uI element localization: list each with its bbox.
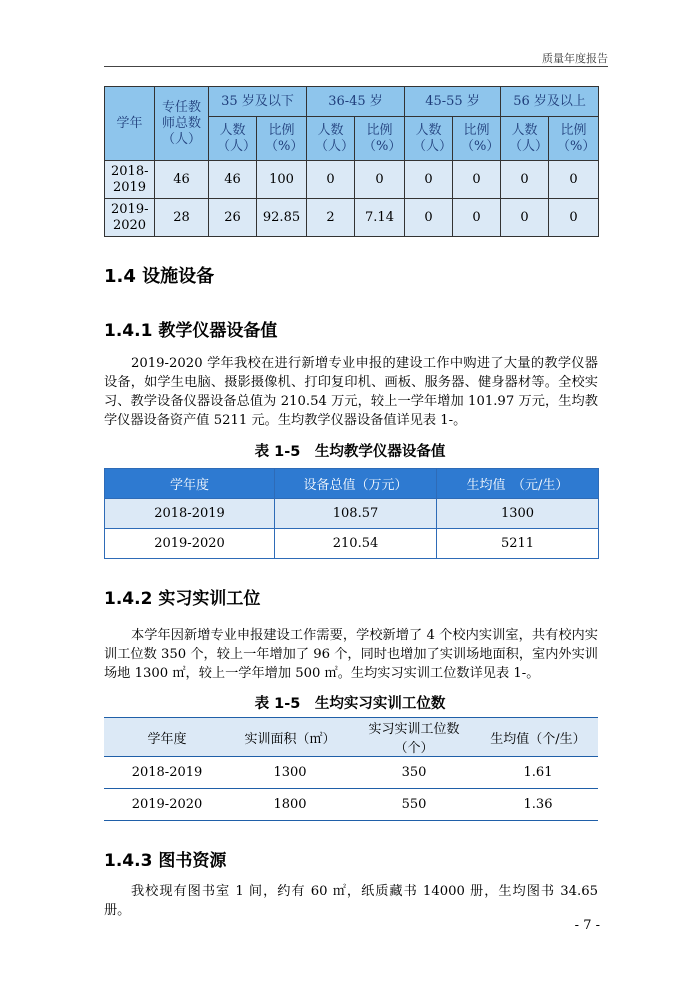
sub-header-ratio: 比例（%） (257, 117, 307, 161)
column-header: 学年度 (104, 718, 230, 757)
cell: 550 (350, 789, 478, 821)
cell: 350 (350, 757, 478, 789)
column-header: 设备总值（万元） (275, 469, 437, 499)
table-caption: 表 1-5 生均实习实训工位数 (254, 696, 446, 712)
subsection-heading: 1.4.3 图书资源 (104, 851, 227, 871)
cell: 0 (453, 161, 501, 199)
page-number: - 7 - (574, 918, 600, 933)
training-station-table (104, 717, 598, 821)
group-header: 45-55 岁 (405, 87, 501, 117)
cell: 26 (209, 199, 257, 237)
header-year: 学年 (105, 87, 155, 161)
cell: 2 (307, 199, 355, 237)
cell: 5211 (437, 529, 599, 559)
cell-total: 28 (155, 199, 209, 237)
table-row (105, 161, 599, 199)
sub-header-count: 人数（人） (405, 117, 453, 161)
cell: 2018-2019 (105, 499, 275, 529)
cell: 0 (501, 161, 549, 199)
cell: 2019-2020 (105, 529, 275, 559)
header-title: 质量年度报告 (542, 52, 608, 65)
cell: 2018-2019 (104, 757, 230, 789)
cell: 0 (405, 199, 453, 237)
column-header: 实习实训工位数（个） (350, 718, 478, 757)
cell: 7.14 (355, 199, 405, 237)
sub-header-count: 人数（人） (307, 117, 355, 161)
cell: 2019-2020 (104, 789, 230, 821)
subsection-heading: 1.4.1 教学仪器设备值 (104, 321, 278, 341)
cell: 210.54 (275, 529, 437, 559)
paragraph: 我校现有图书室 1 间，约有 60 ㎡，纸质藏书 14000 册，生均图书 34.65 册。 (104, 884, 598, 918)
header-total: 专任教师总数（人） (155, 87, 209, 161)
table-row (105, 199, 599, 237)
section-heading: 1.4 设施设备 (104, 266, 215, 287)
cell: 1800 (230, 789, 350, 821)
cell: 46 (209, 161, 257, 199)
cell: 0 (549, 199, 599, 237)
cell: 0 (355, 161, 405, 199)
group-header: 36-45 岁 (307, 87, 405, 117)
table-row (105, 499, 599, 529)
sub-header-ratio: 比例（%） (355, 117, 405, 161)
cell: 0 (405, 161, 453, 199)
cell: 0 (307, 161, 355, 199)
equipment-value-table (104, 468, 599, 559)
cell-year: 2019-2020 (105, 199, 155, 237)
sub-header-ratio: 比例（%） (453, 117, 501, 161)
cell: 0 (549, 161, 599, 199)
sub-header-count: 人数（人） (209, 117, 257, 161)
table-row (105, 529, 599, 559)
age-distribution-table (104, 86, 599, 237)
cell: 108.57 (275, 499, 437, 529)
sub-header-ratio: 比例（%） (549, 117, 599, 161)
cell: 92.85 (257, 199, 307, 237)
column-header: 生均值（个/生） (478, 718, 598, 757)
cell-total: 46 (155, 161, 209, 199)
subsection-heading: 1.4.2 实习实训工位 (104, 589, 261, 609)
cell: 1.36 (478, 789, 598, 821)
table-row (104, 789, 598, 821)
cell: 100 (257, 161, 307, 199)
header-rule (104, 66, 608, 67)
sub-header-count: 人数（人） (501, 117, 549, 161)
group-header: 56 岁及以上 (501, 87, 599, 117)
group-header: 35 岁及以下 (209, 87, 307, 117)
cell: 0 (501, 199, 549, 237)
column-header: 学年度 (105, 469, 275, 499)
table-caption: 表 1-5 生均教学仪器设备值 (254, 444, 446, 460)
cell: 1300 (230, 757, 350, 789)
cell: 0 (453, 199, 501, 237)
column-header: 生均值 （元/生） (437, 469, 599, 499)
column-header: 实训面积（㎡） (230, 718, 350, 757)
cell: 1.61 (478, 757, 598, 789)
paragraph: 2019-2020 学年我校在进行新增专业申报的建设工作中购进了大量的教学仪器设备，如学生电脑、摄影摄像机、打印复印机、画板、服务器、健身器材等。全校实习、教学设备仪器设备总值为 210.54 万元，较上一学年增加 101.97 万元，生均教学仪器设备资产值 5211 元。生均教学仪器设备值详见表 1-。 (104, 356, 598, 428)
cell-year: 2018-2019 (105, 161, 155, 199)
cell: 1300 (437, 499, 599, 529)
table-row (104, 757, 598, 789)
paragraph: 本学年因新增专业申报建设工作需要，学校新增了 4 个校内实训室，共有校内实训工位数 350 个，较上一年增加了 96 个，同时也增加了实训场地面积，室内外实训场地 1300 ㎡，较上一学年增加 500 ㎡。生均实习实训工位数详见表 1-。 (104, 628, 598, 681)
